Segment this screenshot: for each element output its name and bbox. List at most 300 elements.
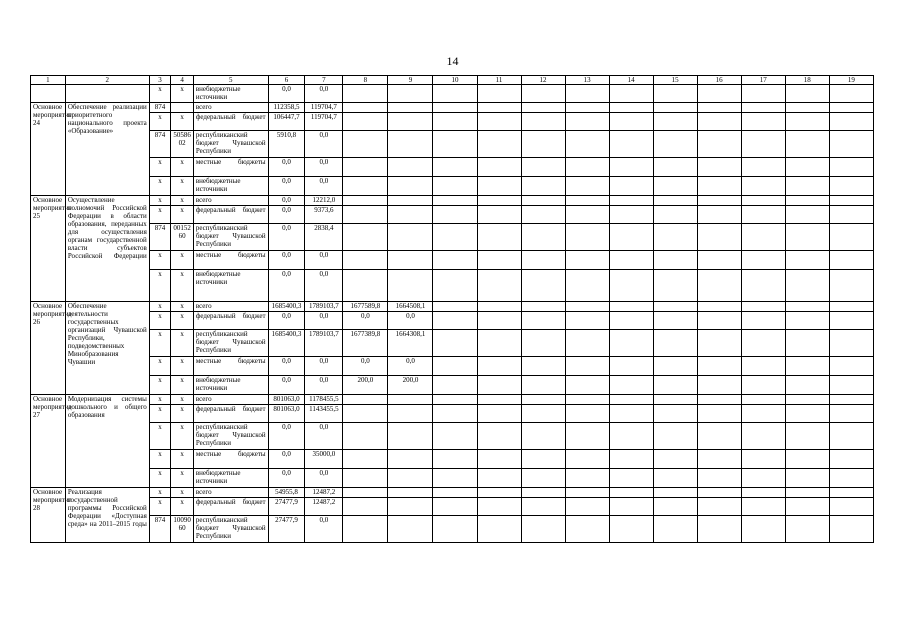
empty-cell bbox=[433, 395, 477, 405]
empty-cell bbox=[477, 516, 521, 543]
empty-cell bbox=[829, 206, 873, 224]
column-number: 13 bbox=[565, 76, 609, 85]
empty-cell bbox=[697, 498, 741, 516]
cell-c7: 0,0 bbox=[305, 516, 343, 543]
empty-cell bbox=[477, 302, 521, 312]
cell-c7: 9373,6 bbox=[305, 206, 343, 224]
empty-cell bbox=[521, 251, 565, 270]
empty-cell bbox=[653, 131, 697, 158]
column-number: 11 bbox=[477, 76, 521, 85]
column-number: 1 bbox=[31, 76, 66, 85]
cell-c9 bbox=[388, 206, 433, 224]
empty-cell bbox=[785, 395, 829, 405]
cell-c9 bbox=[388, 103, 433, 113]
cell-c7: 0,0 bbox=[305, 423, 343, 450]
cell-c4: x bbox=[171, 251, 194, 270]
empty-cell bbox=[829, 516, 873, 543]
empty-cell bbox=[477, 423, 521, 450]
empty-cell bbox=[521, 302, 565, 312]
empty-cell bbox=[697, 103, 741, 113]
column-number: 8 bbox=[343, 76, 388, 85]
empty-cell bbox=[653, 395, 697, 405]
cell-c4 bbox=[171, 103, 194, 113]
table-row bbox=[31, 330, 874, 357]
empty-cell bbox=[521, 270, 565, 302]
cell-c6: 0,0 bbox=[268, 270, 305, 302]
empty-cell bbox=[609, 113, 653, 131]
empty-cell bbox=[433, 469, 477, 488]
cell-c5: местные бюджеты bbox=[193, 158, 268, 177]
empty-cell bbox=[653, 405, 697, 423]
cell-c9 bbox=[388, 196, 433, 206]
table-row bbox=[31, 395, 874, 405]
empty-cell bbox=[697, 488, 741, 498]
empty-cell bbox=[697, 196, 741, 206]
empty-cell bbox=[609, 488, 653, 498]
empty-cell bbox=[477, 224, 521, 251]
column-number: 6 bbox=[268, 76, 305, 85]
column-number: 9 bbox=[388, 76, 433, 85]
cell-c4: x bbox=[171, 312, 194, 330]
empty-cell bbox=[697, 357, 741, 376]
empty-cell bbox=[521, 423, 565, 450]
cell-c8: 200,0 bbox=[343, 376, 388, 395]
empty-cell bbox=[829, 330, 873, 357]
empty-cell bbox=[609, 158, 653, 177]
table-body bbox=[31, 76, 874, 543]
table-row bbox=[31, 498, 874, 516]
cell-c3: 874 bbox=[149, 224, 171, 251]
cell-c5: федеральный бюджет bbox=[193, 113, 268, 131]
cell-c9 bbox=[388, 450, 433, 469]
cell-c5: внебюджетные источники bbox=[193, 85, 268, 103]
empty-cell bbox=[433, 376, 477, 395]
cell-c6: 0,0 bbox=[268, 196, 305, 206]
cell-c7: 0,0 bbox=[305, 177, 343, 196]
empty-cell bbox=[785, 357, 829, 376]
cell-c8 bbox=[343, 405, 388, 423]
empty-cell bbox=[741, 405, 785, 423]
cell-c6: 0,0 bbox=[268, 312, 305, 330]
cell-c9 bbox=[388, 270, 433, 302]
empty-cell bbox=[741, 113, 785, 131]
empty-cell bbox=[433, 251, 477, 270]
empty-cell bbox=[521, 405, 565, 423]
empty-cell bbox=[477, 131, 521, 158]
empty-cell bbox=[477, 206, 521, 224]
empty-cell bbox=[741, 516, 785, 543]
empty-cell bbox=[741, 395, 785, 405]
empty-cell bbox=[609, 302, 653, 312]
cell-c6: 0,0 bbox=[268, 450, 305, 469]
cell-c7: 12212,0 bbox=[305, 196, 343, 206]
cell-c8 bbox=[343, 224, 388, 251]
empty-cell bbox=[741, 450, 785, 469]
empty-cell bbox=[697, 376, 741, 395]
cell-c8 bbox=[343, 177, 388, 196]
empty-cell bbox=[785, 516, 829, 543]
empty-cell bbox=[785, 206, 829, 224]
table-row bbox=[31, 450, 874, 469]
cell-c3: x bbox=[149, 357, 171, 376]
empty-cell bbox=[741, 302, 785, 312]
cell-c3: x bbox=[149, 405, 171, 423]
measure-title: Обеспечение реализации приоритетного национального проекта «Образование» bbox=[65, 103, 149, 196]
empty-cell bbox=[741, 423, 785, 450]
cell-c3: x bbox=[149, 196, 171, 206]
cell-c3: x bbox=[149, 312, 171, 330]
empty-cell bbox=[477, 251, 521, 270]
cell-c9 bbox=[388, 469, 433, 488]
empty-cell bbox=[653, 177, 697, 196]
cell-c3: x bbox=[149, 498, 171, 516]
cell-c5: федеральный бюджет bbox=[193, 312, 268, 330]
empty-cell bbox=[433, 224, 477, 251]
cell-c7: 0,0 bbox=[305, 85, 343, 103]
empty-cell bbox=[697, 395, 741, 405]
empty-cell bbox=[521, 498, 565, 516]
cell-c9 bbox=[388, 113, 433, 131]
empty-cell bbox=[609, 251, 653, 270]
empty-cell bbox=[829, 103, 873, 113]
empty-cell bbox=[477, 196, 521, 206]
empty-cell bbox=[785, 224, 829, 251]
empty-cell bbox=[785, 312, 829, 330]
empty-cell bbox=[829, 177, 873, 196]
cell-c6: 801063,0 bbox=[268, 405, 305, 423]
empty-cell bbox=[829, 196, 873, 206]
cell-c6: 112358,5 bbox=[268, 103, 305, 113]
cell-c6: 5910,8 bbox=[268, 131, 305, 158]
cell-c7: 12487,2 bbox=[305, 498, 343, 516]
table-row bbox=[31, 103, 874, 113]
cell-c8 bbox=[343, 498, 388, 516]
cell-c6: 1685400,3 bbox=[268, 330, 305, 357]
cell-c9: 1664308,1 bbox=[388, 330, 433, 357]
cell-c5: федеральный бюджет bbox=[193, 206, 268, 224]
cell-c5: внебюджетные источники bbox=[193, 270, 268, 302]
empty-cell bbox=[653, 312, 697, 330]
cell-c6: 0,0 bbox=[268, 376, 305, 395]
empty-cell bbox=[433, 488, 477, 498]
cell-c3: 874 bbox=[149, 131, 171, 158]
empty-cell bbox=[477, 376, 521, 395]
empty-cell bbox=[697, 302, 741, 312]
measure-label: Основное мероприятие 25 bbox=[31, 196, 66, 302]
cell-c5: местные бюджеты bbox=[193, 357, 268, 376]
cell-c9 bbox=[388, 423, 433, 450]
measure-label bbox=[31, 85, 66, 103]
empty-cell bbox=[609, 395, 653, 405]
cell-c8 bbox=[343, 196, 388, 206]
empty-cell bbox=[653, 113, 697, 131]
empty-cell bbox=[609, 423, 653, 450]
empty-cell bbox=[741, 158, 785, 177]
empty-cell bbox=[433, 405, 477, 423]
cell-c4: x bbox=[171, 196, 194, 206]
cell-c6: 801063,0 bbox=[268, 395, 305, 405]
empty-cell bbox=[829, 312, 873, 330]
empty-cell bbox=[565, 251, 609, 270]
cell-c3: x bbox=[149, 113, 171, 131]
table-row bbox=[31, 131, 874, 158]
empty-cell bbox=[565, 158, 609, 177]
empty-cell bbox=[609, 516, 653, 543]
cell-c3: x bbox=[149, 158, 171, 177]
cell-c5: местные бюджеты bbox=[193, 251, 268, 270]
empty-cell bbox=[565, 423, 609, 450]
empty-cell bbox=[477, 498, 521, 516]
table-row bbox=[31, 302, 874, 312]
empty-cell bbox=[609, 224, 653, 251]
empty-cell bbox=[477, 85, 521, 103]
cell-c5: внебюджетные источники bbox=[193, 376, 268, 395]
table-row bbox=[31, 488, 874, 498]
column-number: 17 bbox=[741, 76, 785, 85]
empty-cell bbox=[697, 330, 741, 357]
empty-cell bbox=[829, 469, 873, 488]
cell-c7: 119704,7 bbox=[305, 103, 343, 113]
empty-cell bbox=[829, 270, 873, 302]
cell-c6: 0,0 bbox=[268, 251, 305, 270]
empty-cell bbox=[477, 312, 521, 330]
empty-cell bbox=[829, 395, 873, 405]
table-row bbox=[31, 85, 874, 103]
cell-c6: 0,0 bbox=[268, 224, 305, 251]
empty-cell bbox=[741, 196, 785, 206]
empty-cell bbox=[785, 131, 829, 158]
cell-c8 bbox=[343, 251, 388, 270]
cell-c8 bbox=[343, 488, 388, 498]
empty-cell bbox=[521, 131, 565, 158]
cell-c7: 0,0 bbox=[305, 158, 343, 177]
cell-c5: внебюджетные источники bbox=[193, 177, 268, 196]
column-number: 7 bbox=[305, 76, 343, 85]
empty-cell bbox=[565, 206, 609, 224]
empty-cell bbox=[477, 103, 521, 113]
table-row bbox=[31, 469, 874, 488]
empty-cell bbox=[433, 498, 477, 516]
empty-cell bbox=[521, 376, 565, 395]
empty-cell bbox=[741, 312, 785, 330]
cell-c9: 0,0 bbox=[388, 357, 433, 376]
empty-cell bbox=[477, 330, 521, 357]
table-row bbox=[31, 357, 874, 376]
cell-c3: x bbox=[149, 302, 171, 312]
empty-cell bbox=[609, 450, 653, 469]
empty-cell bbox=[785, 103, 829, 113]
cell-c8 bbox=[343, 103, 388, 113]
cell-c8 bbox=[343, 450, 388, 469]
empty-cell bbox=[653, 498, 697, 516]
empty-cell bbox=[653, 376, 697, 395]
empty-cell bbox=[653, 302, 697, 312]
cell-c5: всего bbox=[193, 103, 268, 113]
cell-c9: 0,0 bbox=[388, 312, 433, 330]
column-number: 2 bbox=[65, 76, 149, 85]
empty-cell bbox=[653, 488, 697, 498]
empty-cell bbox=[433, 85, 477, 103]
cell-c6: 0,0 bbox=[268, 206, 305, 224]
cell-c4: x bbox=[171, 395, 194, 405]
cell-c5: республиканский бюджет Чувашской Республики bbox=[193, 224, 268, 251]
empty-cell bbox=[609, 196, 653, 206]
empty-cell bbox=[521, 158, 565, 177]
cell-c8 bbox=[343, 113, 388, 131]
cell-c5: всего bbox=[193, 302, 268, 312]
empty-cell bbox=[521, 450, 565, 469]
empty-cell bbox=[433, 158, 477, 177]
empty-cell bbox=[565, 450, 609, 469]
empty-cell bbox=[785, 450, 829, 469]
empty-cell bbox=[521, 85, 565, 103]
empty-cell bbox=[697, 131, 741, 158]
cell-c9 bbox=[388, 177, 433, 196]
cell-c8: 0,0 bbox=[343, 357, 388, 376]
cell-c7: 35000,0 bbox=[305, 450, 343, 469]
cell-c3: 874 bbox=[149, 103, 171, 113]
empty-cell bbox=[785, 423, 829, 450]
table-row bbox=[31, 206, 874, 224]
empty-cell bbox=[609, 330, 653, 357]
measure-title: Обеспечение деятельности государственных организаций Чувашской Республики, подведомственных Минобразования Чувашии bbox=[65, 302, 149, 395]
column-number: 15 bbox=[653, 76, 697, 85]
table-row bbox=[31, 113, 874, 131]
cell-c8: 0,0 bbox=[343, 312, 388, 330]
empty-cell bbox=[521, 330, 565, 357]
empty-cell bbox=[477, 450, 521, 469]
empty-cell bbox=[565, 312, 609, 330]
cell-c7: 0,0 bbox=[305, 251, 343, 270]
empty-cell bbox=[653, 270, 697, 302]
cell-c7: 119704,7 bbox=[305, 113, 343, 131]
cell-c8 bbox=[343, 469, 388, 488]
cell-c9 bbox=[388, 158, 433, 177]
empty-cell bbox=[829, 113, 873, 131]
cell-c9 bbox=[388, 131, 433, 158]
empty-cell bbox=[565, 103, 609, 113]
cell-c9 bbox=[388, 405, 433, 423]
measure-title: Модернизация системы дошкольного и общего образования bbox=[65, 395, 149, 488]
empty-cell bbox=[741, 330, 785, 357]
empty-cell bbox=[741, 177, 785, 196]
cell-c8: 1677389,8 bbox=[343, 330, 388, 357]
cell-c7: 1178455,5 bbox=[305, 395, 343, 405]
table-row bbox=[31, 196, 874, 206]
cell-c7: 0,0 bbox=[305, 469, 343, 488]
empty-cell bbox=[741, 357, 785, 376]
empty-cell bbox=[653, 469, 697, 488]
empty-cell bbox=[609, 177, 653, 196]
empty-cell bbox=[653, 450, 697, 469]
empty-cell bbox=[785, 376, 829, 395]
cell-c3: x bbox=[149, 488, 171, 498]
empty-cell bbox=[829, 450, 873, 469]
empty-cell bbox=[433, 357, 477, 376]
empty-cell bbox=[829, 158, 873, 177]
cell-c4: x bbox=[171, 450, 194, 469]
empty-cell bbox=[565, 357, 609, 376]
column-number: 18 bbox=[785, 76, 829, 85]
cell-c6: 27477,9 bbox=[268, 498, 305, 516]
table-row bbox=[31, 312, 874, 330]
empty-cell bbox=[609, 270, 653, 302]
empty-cell bbox=[829, 224, 873, 251]
cell-c7: 0,0 bbox=[305, 376, 343, 395]
empty-cell bbox=[829, 488, 873, 498]
cell-c3: x bbox=[149, 469, 171, 488]
cell-c9 bbox=[388, 395, 433, 405]
empty-cell bbox=[609, 206, 653, 224]
page-number: 14 bbox=[446, 54, 459, 68]
measure-label: Основное мероприятие 24 bbox=[31, 103, 66, 196]
empty-cell bbox=[697, 113, 741, 131]
empty-cell bbox=[565, 196, 609, 206]
cell-c4: x bbox=[171, 330, 194, 357]
empty-cell bbox=[609, 405, 653, 423]
cell-c3: x bbox=[149, 330, 171, 357]
cell-c4: x bbox=[171, 376, 194, 395]
empty-cell bbox=[741, 488, 785, 498]
cell-c6: 0,0 bbox=[268, 423, 305, 450]
header-row bbox=[31, 76, 874, 85]
empty-cell bbox=[565, 224, 609, 251]
cell-c9 bbox=[388, 488, 433, 498]
empty-cell bbox=[785, 196, 829, 206]
cell-c4: 00152 60 bbox=[171, 224, 194, 251]
cell-c9: 200,0 bbox=[388, 376, 433, 395]
empty-cell bbox=[477, 395, 521, 405]
cell-c3: x bbox=[149, 251, 171, 270]
empty-cell bbox=[433, 113, 477, 131]
cell-c9 bbox=[388, 516, 433, 543]
cell-c8: 1677589,8 bbox=[343, 302, 388, 312]
cell-c3: x bbox=[149, 270, 171, 302]
cell-c6: 106447,7 bbox=[268, 113, 305, 131]
empty-cell bbox=[697, 450, 741, 469]
cell-c3: x bbox=[149, 450, 171, 469]
empty-cell bbox=[697, 177, 741, 196]
empty-cell bbox=[433, 270, 477, 302]
empty-cell bbox=[433, 131, 477, 158]
column-number: 16 bbox=[697, 76, 741, 85]
empty-cell bbox=[609, 357, 653, 376]
empty-cell bbox=[785, 113, 829, 131]
cell-c4: x bbox=[171, 423, 194, 450]
empty-cell bbox=[521, 395, 565, 405]
cell-c4: x bbox=[171, 177, 194, 196]
empty-cell bbox=[433, 450, 477, 469]
empty-cell bbox=[785, 302, 829, 312]
table-row bbox=[31, 405, 874, 423]
empty-cell bbox=[785, 498, 829, 516]
cell-c4: x bbox=[171, 302, 194, 312]
column-number: 19 bbox=[829, 76, 873, 85]
cell-c3: x bbox=[149, 423, 171, 450]
empty-cell bbox=[829, 131, 873, 158]
cell-c4: x bbox=[171, 85, 194, 103]
cell-c5: республиканский бюджет Чувашской Республики bbox=[193, 516, 268, 543]
empty-cell bbox=[829, 85, 873, 103]
empty-cell bbox=[741, 224, 785, 251]
cell-c6: 27477,9 bbox=[268, 516, 305, 543]
cell-c3: x bbox=[149, 376, 171, 395]
cell-c7: 1143455,5 bbox=[305, 405, 343, 423]
table-row bbox=[31, 376, 874, 395]
cell-c9 bbox=[388, 85, 433, 103]
empty-cell bbox=[829, 357, 873, 376]
empty-cell bbox=[829, 302, 873, 312]
